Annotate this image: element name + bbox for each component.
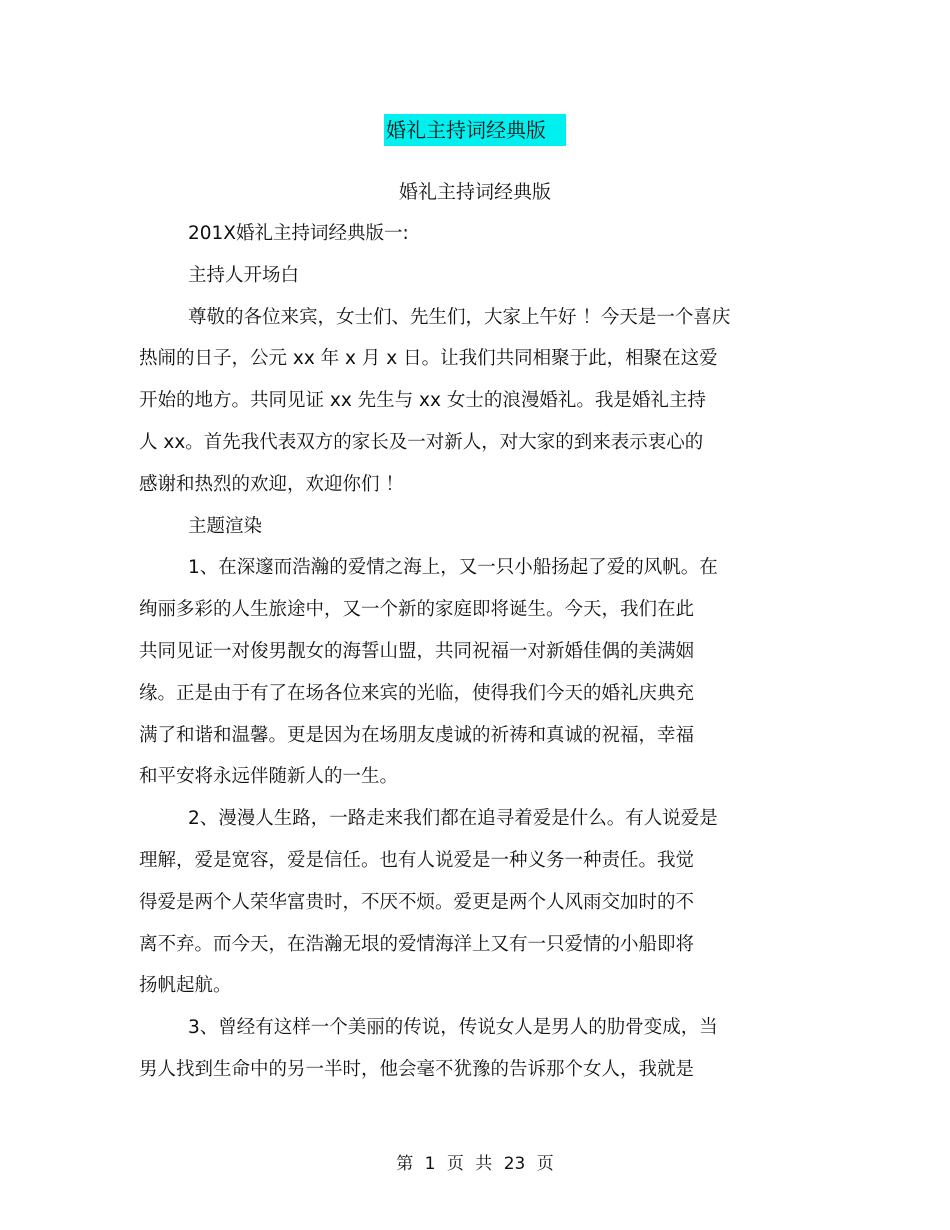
text-line: 201X婚礼主持词经典版一: <box>188 223 409 244</box>
text-line: 3、曾经有这样一个美丽的传说，传说女人是男人的肋骨变成，当 <box>188 1017 718 1039</box>
document-body <box>139 219 819 1097</box>
text-line: 主题渲染 <box>188 515 263 537</box>
text-line: 2、漫漫人生路，一路走来我们都在追寻着爱是什么。有人说爱是 <box>188 808 718 830</box>
text-line: 人 xx。首先我代表双方的家长及一对新人，对大家的到来表示衷心的 <box>139 431 704 453</box>
text-line: 和平安将永远伴随新人的一生。 <box>139 766 399 788</box>
document-title: 婚礼主持词经典版 <box>384 114 566 146</box>
text-line: 缘。正是由于有了在场各位来宾的光临，使得我们今天的婚礼庆典充 <box>139 682 695 704</box>
text-line: 离不弃。而今天，在浩瀚无垠的爱情海洋上又有一只爱情的小船即将 <box>139 933 695 955</box>
text-line: 主持人开场白 <box>188 264 300 286</box>
text-line: 开始的地方。共同见证 xx 先生与 xx 女士的浪漫婚礼。我是婚礼主持 <box>139 390 706 412</box>
text-line: 热闹的日子，公元 xx 年 x 月 x 日。让我们共同相聚于此，相聚在这爱 <box>139 348 718 370</box>
text-line: 理解，爱是宽容，爱是信任。也有人说爱是一种义务一种责任。我觉 <box>139 849 695 871</box>
text-line: 满了和谐和温馨。更是因为在场朋友虔诚的祈祷和真诚的祝福，幸福 <box>139 724 695 746</box>
document-subtitle: 婚礼主持词经典版 <box>398 181 551 203</box>
text-line: 共同见证一对俊男靓女的海誓山盟，共同祝福一对新婚佳偶的美满姻 <box>139 640 695 662</box>
text-line: 绚丽多彩的人生旅途中，又一个新的家庭即将诞生。今天，我们在此 <box>139 599 695 621</box>
page-number-footer: 第 1 页 共 23 页 <box>396 1154 554 1174</box>
text-line: 男人找到生命中的另一半时，他会毫不犹豫的告诉那个女人，我就是 <box>139 1058 695 1080</box>
title-container <box>0 114 950 146</box>
text-line: 感谢和热烈的欢迎，欢迎你们 ！ <box>139 473 404 495</box>
text-line: 得爱是两个人荣华富贵时，不厌不烦。爱更是两个人风雨交加时的不 <box>139 891 695 913</box>
text-line: 尊敬的各位来宾，女士们、先生们，大家上午好 ！今天是一个喜庆 <box>188 306 731 328</box>
text-line: 扬帆起航。 <box>139 975 232 997</box>
text-line: 1、在深邃而浩瀚的爱情之海上，又一只小船扬起了爱的风帆。在 <box>188 557 718 579</box>
